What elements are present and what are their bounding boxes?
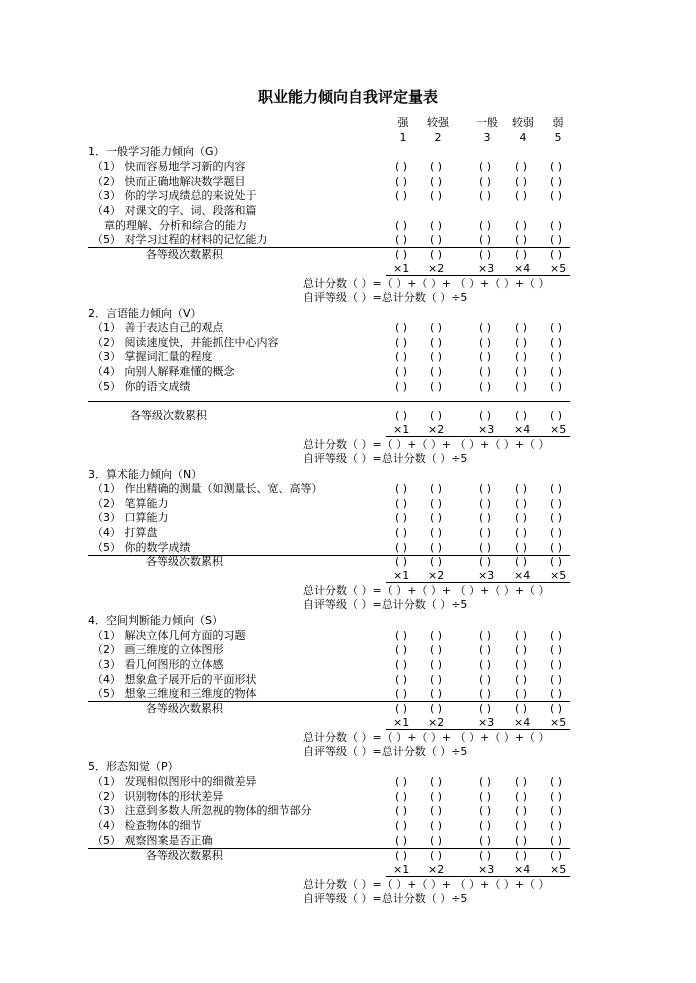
multiplier-4: ×4 xyxy=(514,569,531,582)
rating-blank-2[interactable]: ( ) xyxy=(429,336,443,349)
item-label: （4） 想象盒子展开后的平面形状 xyxy=(92,673,257,686)
rating-blank-3[interactable]: ( ) xyxy=(478,629,492,642)
sum-blank-1[interactable]: ( ) xyxy=(394,849,408,862)
rating-blank-4[interactable]: ( ) xyxy=(514,775,528,788)
sum-blank-1[interactable]: ( ) xyxy=(394,555,408,568)
rating-blank-1[interactable]: ( ) xyxy=(394,804,408,817)
rating-blank-2[interactable]: ( ) xyxy=(429,482,443,495)
rating-blank-1[interactable]: ( ) xyxy=(394,350,408,363)
sum-label: 各等级次数累积 xyxy=(146,849,223,862)
rating-blank-3[interactable]: ( ) xyxy=(478,321,492,334)
rating-blank-1[interactable]: ( ) xyxy=(394,365,408,378)
section-heading-3: 3．算术能力倾向（N） xyxy=(88,468,203,481)
rating-blank-3[interactable]: ( ) xyxy=(478,643,492,656)
rating-blank-5[interactable]: ( ) xyxy=(549,321,563,334)
rating-blank-4[interactable]: ( ) xyxy=(514,629,528,642)
rating-blank-4[interactable]: ( ) xyxy=(514,643,528,656)
multiplier-2: ×2 xyxy=(428,262,445,275)
rating-blank-5[interactable]: ( ) xyxy=(549,687,563,700)
multiplier-1: ×1 xyxy=(393,262,410,275)
multiplier-3: ×3 xyxy=(478,716,495,729)
rating-blank-2[interactable]: ( ) xyxy=(429,643,443,656)
item-label: （1） 快而容易地学习新的内容 xyxy=(92,160,246,173)
rating-blank-1[interactable]: ( ) xyxy=(394,482,408,495)
multiplier-2: ×2 xyxy=(428,569,445,582)
total-score-line: 总计分数（ ）=（ ）+（ ）+ （ ）+（ ）+（ ） xyxy=(303,731,550,744)
sum-blank-1[interactable]: ( ) xyxy=(394,702,408,715)
sum-label: 各等级次数累积 xyxy=(146,555,223,568)
rating-blank-1[interactable]: ( ) xyxy=(394,511,408,524)
rating-blank-1[interactable]: ( ) xyxy=(394,526,408,539)
sum-blank-4[interactable]: ( ) xyxy=(514,248,528,261)
rating-blank-5[interactable]: ( ) xyxy=(549,350,563,363)
rating-blank-3[interactable]: ( ) xyxy=(478,790,492,803)
sum-blank-5[interactable]: ( ) xyxy=(549,849,563,862)
sum-blank-1[interactable]: ( ) xyxy=(394,248,408,261)
self-grade-line: 自评等级（ ）=总计分数（ ）÷5 xyxy=(303,452,468,465)
multiplier-4: ×4 xyxy=(514,423,531,436)
section-heading-2: 2．言语能力倾向（V） xyxy=(88,307,202,320)
rating-blank-5[interactable]: ( ) xyxy=(549,189,563,202)
rating-blank-3[interactable]: ( ) xyxy=(478,189,492,202)
rating-blank-1[interactable]: ( ) xyxy=(394,629,408,642)
rating-blank-1[interactable]: ( ) xyxy=(394,219,408,232)
rating-blank-2[interactable]: ( ) xyxy=(429,321,443,334)
rating-blank-1[interactable]: ( ) xyxy=(394,336,408,349)
rating-blank-2[interactable]: ( ) xyxy=(429,687,443,700)
rating-blank-3[interactable]: ( ) xyxy=(478,804,492,817)
rating-blank-4[interactable]: ( ) xyxy=(514,804,528,817)
rating-blank-1[interactable]: ( ) xyxy=(394,380,408,393)
rating-blank-2[interactable]: ( ) xyxy=(429,819,443,832)
self-grade-line: 自评等级（ ）=总计分数（ ）÷5 xyxy=(303,892,468,905)
rating-blank-5[interactable]: ( ) xyxy=(549,658,563,671)
multiplier-1: ×1 xyxy=(393,863,410,876)
item-label: （3） 掌握词汇量的程度 xyxy=(92,350,213,363)
item-label: （5） 你的语文成绩 xyxy=(92,380,191,393)
rating-blank-4[interactable]: ( ) xyxy=(514,541,528,554)
sum-blank-2[interactable]: ( ) xyxy=(429,849,443,862)
rating-blank-2[interactable]: ( ) xyxy=(429,350,443,363)
total-divider xyxy=(386,876,570,877)
level-label-2: 较强 xyxy=(427,116,449,129)
rating-blank-4[interactable]: ( ) xyxy=(514,790,528,803)
rating-blank-3[interactable]: ( ) xyxy=(478,336,492,349)
rating-blank-5[interactable]: ( ) xyxy=(549,365,563,378)
rating-blank-2[interactable]: ( ) xyxy=(429,658,443,671)
rating-blank-5[interactable]: ( ) xyxy=(549,526,563,539)
rating-blank-2[interactable]: ( ) xyxy=(429,219,443,232)
multiplier-3: ×3 xyxy=(478,262,495,275)
multiplier-3: ×3 xyxy=(478,569,495,582)
rating-blank-5[interactable]: ( ) xyxy=(549,233,563,246)
rating-blank-3[interactable]: ( ) xyxy=(478,526,492,539)
multiplier-5: ×5 xyxy=(550,569,567,582)
rating-blank-4[interactable]: ( ) xyxy=(514,658,528,671)
item-label: （1） 善于表达自己的观点 xyxy=(92,321,224,334)
item-label: （5） 想象三维度和三维度的物体 xyxy=(92,687,257,700)
sum-blank-5[interactable]: ( ) xyxy=(549,409,563,422)
rating-blank-4[interactable]: ( ) xyxy=(514,834,528,847)
rating-blank-3[interactable]: ( ) xyxy=(478,160,492,173)
item-label: （1） 解决立体几何方面的习题 xyxy=(92,629,246,642)
rating-blank-4[interactable]: ( ) xyxy=(514,497,528,510)
rating-blank-1[interactable]: ( ) xyxy=(394,658,408,671)
rating-blank-5[interactable]: ( ) xyxy=(549,175,563,188)
total-divider xyxy=(386,729,570,730)
rating-blank-3[interactable]: ( ) xyxy=(478,497,492,510)
sum-blank-4[interactable]: ( ) xyxy=(514,702,528,715)
rating-blank-2[interactable]: ( ) xyxy=(429,526,443,539)
section-heading-1: 1．一般学习能力倾向（G） xyxy=(88,145,225,158)
sum-blank-3[interactable]: ( ) xyxy=(478,702,492,715)
item-label: （2） 阅读速度快，并能抓住中心内容 xyxy=(92,336,279,349)
rating-blank-3[interactable]: ( ) xyxy=(478,819,492,832)
multiplier-2: ×2 xyxy=(428,423,445,436)
rating-blank-2[interactable]: ( ) xyxy=(429,775,443,788)
rating-blank-4[interactable]: ( ) xyxy=(514,336,528,349)
rating-blank-4[interactable]: ( ) xyxy=(514,219,528,232)
item-label: （3） 口算能力 xyxy=(92,511,169,524)
rating-blank-5[interactable]: ( ) xyxy=(549,380,563,393)
item-label: （4） 对课文的字、词、段落和篇 xyxy=(92,204,257,217)
sum-blank-5[interactable]: ( ) xyxy=(549,702,563,715)
level-number-5: 5 xyxy=(554,131,562,144)
rating-blank-3[interactable]: ( ) xyxy=(478,482,492,495)
total-divider xyxy=(386,436,570,437)
rating-blank-5[interactable]: ( ) xyxy=(549,804,563,817)
rating-blank-1[interactable]: ( ) xyxy=(394,233,408,246)
rating-blank-3[interactable]: ( ) xyxy=(478,365,492,378)
total-score-line: 总计分数（ ）=（ ）+（ ）+ （ ）+（ ）+（ ） xyxy=(303,584,550,597)
sum-label: 各等级次数累积 xyxy=(146,702,223,715)
rating-blank-5[interactable]: ( ) xyxy=(549,336,563,349)
item-label: （3） 你的学习成绩总的来说处于 xyxy=(92,189,257,202)
item-label: （1） 发现相似图形中的细微差异 xyxy=(92,775,257,788)
rating-blank-1[interactable]: ( ) xyxy=(394,321,408,334)
rating-blank-4[interactable]: ( ) xyxy=(514,526,528,539)
rating-blank-1[interactable]: ( ) xyxy=(394,643,408,656)
rating-blank-1[interactable]: ( ) xyxy=(394,790,408,803)
item-label: （5） 观察图案是否正确 xyxy=(92,834,213,847)
rating-blank-5[interactable]: ( ) xyxy=(549,643,563,656)
rating-blank-4[interactable]: ( ) xyxy=(514,365,528,378)
self-grade-line: 自评等级（ ）=总计分数（ ）÷5 xyxy=(303,598,468,611)
multiplier-4: ×4 xyxy=(514,262,531,275)
item-label: （4） 向别人解释难懂的概念 xyxy=(92,365,235,378)
level-label-4: 较弱 xyxy=(512,116,534,129)
total-divider xyxy=(386,275,570,276)
level-number-1: 1 xyxy=(399,131,407,144)
rating-blank-1[interactable]: ( ) xyxy=(394,775,408,788)
rating-blank-4[interactable]: ( ) xyxy=(514,189,528,202)
item-label: （3） 看几何图形的立体感 xyxy=(92,658,224,671)
rating-blank-1[interactable]: ( ) xyxy=(394,189,408,202)
item-label: （1） 作出精确的测量（如测量长、宽、高等） xyxy=(92,482,323,495)
rating-blank-3[interactable]: ( ) xyxy=(478,511,492,524)
rating-blank-2[interactable]: ( ) xyxy=(429,160,443,173)
rating-blank-2[interactable]: ( ) xyxy=(429,189,443,202)
sum-blank-2[interactable]: ( ) xyxy=(429,702,443,715)
sum-blank-3[interactable]: ( ) xyxy=(478,248,492,261)
rating-blank-5[interactable]: ( ) xyxy=(549,819,563,832)
rating-blank-5[interactable]: ( ) xyxy=(549,219,563,232)
sum-blank-3[interactable]: ( ) xyxy=(478,409,492,422)
multiplier-3: ×3 xyxy=(478,423,495,436)
rating-blank-4[interactable]: ( ) xyxy=(514,160,528,173)
rating-blank-3[interactable]: ( ) xyxy=(478,541,492,554)
item-label: （5） 对学习过程的材料的记忆能力 xyxy=(92,233,268,246)
rating-blank-3[interactable]: ( ) xyxy=(478,775,492,788)
rating-blank-1[interactable]: ( ) xyxy=(394,160,408,173)
item-label: （2） 识别物体的形状差异 xyxy=(92,790,224,803)
rating-blank-4[interactable]: ( ) xyxy=(514,380,528,393)
multiplier-2: ×2 xyxy=(428,716,445,729)
rating-blank-4[interactable]: ( ) xyxy=(514,687,528,700)
section-heading-4: 4．空间判断能力倾向（S） xyxy=(88,614,223,627)
sum-blank-3[interactable]: ( ) xyxy=(478,555,492,568)
rating-blank-3[interactable]: ( ) xyxy=(478,175,492,188)
rating-blank-5[interactable]: ( ) xyxy=(549,673,563,686)
rating-blank-5[interactable]: ( ) xyxy=(549,629,563,642)
item-label: （2） 笔算能力 xyxy=(92,497,169,510)
rating-blank-5[interactable]: ( ) xyxy=(549,160,563,173)
rating-blank-3[interactable]: ( ) xyxy=(478,687,492,700)
multiplier-1: ×1 xyxy=(393,569,410,582)
item-label: （2） 快而正确地解决数学题目 xyxy=(92,175,246,188)
rating-blank-3[interactable]: ( ) xyxy=(478,350,492,363)
multiplier-3: ×3 xyxy=(478,863,495,876)
rating-blank-4[interactable]: ( ) xyxy=(514,673,528,686)
rating-blank-2[interactable]: ( ) xyxy=(429,497,443,510)
rating-blank-1[interactable]: ( ) xyxy=(394,497,408,510)
rating-blank-5[interactable]: ( ) xyxy=(549,511,563,524)
rating-blank-2[interactable]: ( ) xyxy=(429,380,443,393)
multiplier-5: ×5 xyxy=(550,863,567,876)
rating-blank-4[interactable]: ( ) xyxy=(514,819,528,832)
sum-blank-1[interactable]: ( ) xyxy=(394,409,408,422)
level-number-3: 3 xyxy=(483,131,491,144)
section-divider xyxy=(88,401,570,402)
sum-blank-3[interactable]: ( ) xyxy=(478,849,492,862)
total-score-line: 总计分数（ ）=（ ）+（ ）+ （ ）+（ ）+（ ） xyxy=(303,438,550,451)
self-grade-line: 自评等级（ ）=总计分数（ ）÷5 xyxy=(303,291,468,304)
rating-blank-5[interactable]: ( ) xyxy=(549,497,563,510)
rating-blank-2[interactable]: ( ) xyxy=(429,673,443,686)
rating-blank-3[interactable]: ( ) xyxy=(478,834,492,847)
rating-blank-3[interactable]: ( ) xyxy=(478,219,492,232)
rating-blank-1[interactable]: ( ) xyxy=(394,541,408,554)
rating-blank-5[interactable]: ( ) xyxy=(549,482,563,495)
rating-blank-1[interactable]: ( ) xyxy=(394,834,408,847)
rating-blank-3[interactable]: ( ) xyxy=(478,658,492,671)
level-number-4: 4 xyxy=(519,131,527,144)
rating-blank-4[interactable]: ( ) xyxy=(514,233,528,246)
level-label-3: 一般 xyxy=(476,116,498,129)
rating-blank-1[interactable]: ( ) xyxy=(394,673,408,686)
rating-blank-2[interactable]: ( ) xyxy=(429,511,443,524)
multiplier-5: ×5 xyxy=(550,262,567,275)
rating-blank-5[interactable]: ( ) xyxy=(549,834,563,847)
page-title: 职业能力倾向自我评定量表 xyxy=(257,88,438,106)
total-divider xyxy=(386,582,570,583)
rating-blank-1[interactable]: ( ) xyxy=(394,687,408,700)
rating-blank-4[interactable]: ( ) xyxy=(514,350,528,363)
sum-blank-2[interactable]: ( ) xyxy=(429,248,443,261)
item-label: （5） 你的数学成绩 xyxy=(92,541,191,554)
sum-blank-2[interactable]: ( ) xyxy=(429,555,443,568)
multiplier-4: ×4 xyxy=(514,863,531,876)
total-score-line: 总计分数（ ）=（ ）+（ ）+ （ ）+（ ）+（ ） xyxy=(303,277,550,290)
multiplier-5: ×5 xyxy=(550,423,567,436)
sum-blank-4[interactable]: ( ) xyxy=(514,555,528,568)
sum-blank-5[interactable]: ( ) xyxy=(549,248,563,261)
multiplier-5: ×5 xyxy=(550,716,567,729)
sum-blank-4[interactable]: ( ) xyxy=(514,849,528,862)
rating-blank-4[interactable]: ( ) xyxy=(514,175,528,188)
sum-blank-2[interactable]: ( ) xyxy=(429,409,443,422)
rating-blank-3[interactable]: ( ) xyxy=(478,380,492,393)
item-label: （3） 注意到多数人所忽视的物体的细节部分 xyxy=(92,804,312,817)
sum-label: 各等级次数累积 xyxy=(130,409,207,422)
rating-blank-5[interactable]: ( ) xyxy=(549,775,563,788)
rating-blank-2[interactable]: ( ) xyxy=(429,790,443,803)
level-label-1: 强 xyxy=(397,116,409,129)
section-heading-5: 5．形态知觉（P） xyxy=(88,760,179,773)
rating-blank-2[interactable]: ( ) xyxy=(429,365,443,378)
self-grade-line: 自评等级（ ）=总计分数（ ）÷5 xyxy=(303,745,468,758)
multiplier-1: ×1 xyxy=(393,423,410,436)
level-label-5: 弱 xyxy=(552,116,564,129)
rating-blank-3[interactable]: ( ) xyxy=(478,673,492,686)
total-score-line: 总计分数（ ）=（ ）+（ ）+ （ ）+（ ）+（ ） xyxy=(303,878,550,891)
rating-blank-2[interactable]: ( ) xyxy=(429,541,443,554)
rating-blank-5[interactable]: ( ) xyxy=(549,790,563,803)
multiplier-2: ×2 xyxy=(428,863,445,876)
rating-blank-4[interactable]: ( ) xyxy=(514,482,528,495)
sum-blank-5[interactable]: ( ) xyxy=(549,555,563,568)
rating-blank-5[interactable]: ( ) xyxy=(549,541,563,554)
rating-blank-2[interactable]: ( ) xyxy=(429,804,443,817)
item-label: 章的理解、分析和综合的能力 xyxy=(104,219,247,232)
item-label: （2） 画三维度的立体图形 xyxy=(92,643,224,656)
rating-blank-2[interactable]: ( ) xyxy=(429,175,443,188)
item-label: （4） 打算盘 xyxy=(92,526,158,539)
multiplier-4: ×4 xyxy=(514,716,531,729)
rating-blank-2[interactable]: ( ) xyxy=(429,834,443,847)
level-number-2: 2 xyxy=(434,131,442,144)
rating-blank-2[interactable]: ( ) xyxy=(429,233,443,246)
sum-label: 各等级次数累积 xyxy=(146,248,223,261)
rating-blank-4[interactable]: ( ) xyxy=(514,321,528,334)
rating-blank-3[interactable]: ( ) xyxy=(478,233,492,246)
sum-blank-4[interactable]: ( ) xyxy=(514,409,528,422)
rating-blank-1[interactable]: ( ) xyxy=(394,819,408,832)
item-label: （4） 检查物体的细节 xyxy=(92,819,202,832)
rating-blank-1[interactable]: ( ) xyxy=(394,175,408,188)
multiplier-1: ×1 xyxy=(393,716,410,729)
rating-blank-4[interactable]: ( ) xyxy=(514,511,528,524)
rating-blank-2[interactable]: ( ) xyxy=(429,629,443,642)
